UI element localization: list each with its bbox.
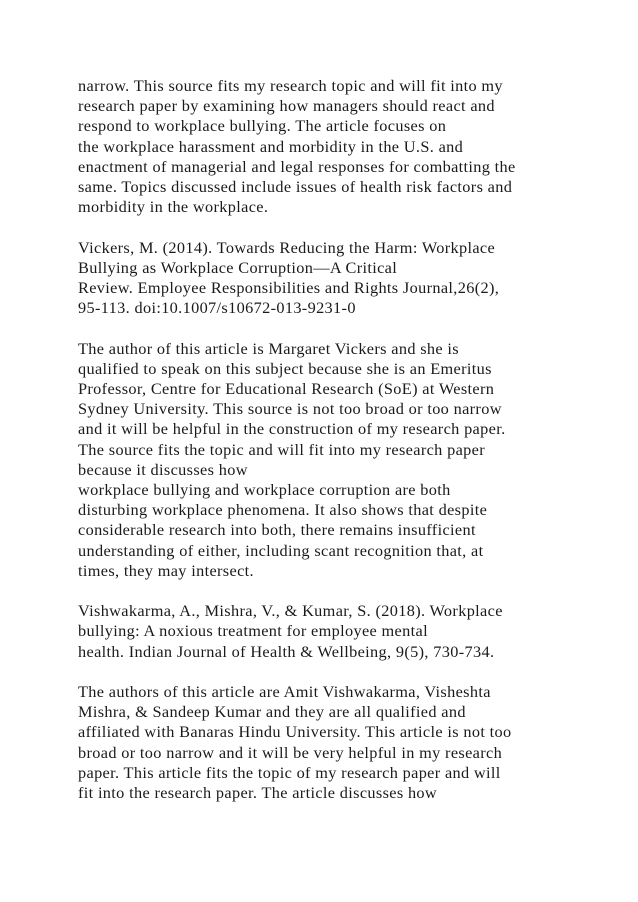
text-line: Vickers, M. (2014). Towards Reducing the Harm: Workplace bbox=[78, 237, 496, 257]
citation-vickers bbox=[78, 238, 623, 319]
text-line: because it discusses how bbox=[78, 459, 248, 479]
annotation-vishwakarma bbox=[78, 682, 623, 803]
text-line: fit into the research paper. The article discusses how bbox=[78, 783, 438, 803]
text-line: broad or too narrow and it will be very helpful in my research bbox=[78, 742, 503, 762]
text-line: disturbing workplace phenomena. It also shows that despite bbox=[78, 500, 488, 520]
text-line: health. Indian Journal of Health & Wellbeing, 9(5), 730-734. bbox=[78, 641, 495, 661]
text-line: times, they may intersect. bbox=[78, 560, 254, 580]
text-line: enactment of managerial and legal responses for combatting the bbox=[78, 156, 516, 176]
text-line: affiliated with Banaras Hindu University. This article is not too bbox=[78, 722, 512, 742]
text-line: the workplace harassment and morbidity in the U.S. and bbox=[78, 136, 464, 156]
text-line: Review. Employee Responsibilities and Rights Journal,26(2), bbox=[78, 278, 500, 298]
text-line: 95-113. doi:10.1007/s10672-013-9231-0 bbox=[78, 298, 356, 318]
text-line: paper. This article fits the topic of my research paper and will bbox=[78, 762, 501, 782]
document-page bbox=[78, 76, 623, 823]
text-line: Vishwakarma, A., Mishra, V., & Kumar, S. (2018). Workplace bbox=[78, 601, 503, 621]
text-line: research paper by examining how managers should react and bbox=[78, 96, 495, 116]
text-line: Professor, Centre for Educational Research (SoE) at Western bbox=[78, 379, 495, 399]
text-line: respond to workplace bullying. The article focuses on bbox=[78, 116, 447, 136]
text-line: Mishra, & Sandeep Kumar and they are all qualified and bbox=[78, 702, 466, 722]
text-line: The source fits the topic and will fit into my research paper bbox=[78, 439, 485, 459]
text-line: Sydney University. This source is not too broad or too narrow bbox=[78, 399, 502, 419]
text-line: The author of this article is Margaret Vickers and she is bbox=[78, 338, 459, 358]
annotation-vickers bbox=[78, 339, 623, 581]
text-line: The authors of this article are Amit Vishwakarma, Visheshta bbox=[78, 682, 491, 702]
text-line: qualified to speak on this subject because she is an Emeritus bbox=[78, 358, 492, 378]
text-line: morbidity in the workplace. bbox=[78, 197, 269, 217]
text-line: narrow. This source fits my research topic and will fit into my bbox=[78, 76, 503, 95]
text-line: workplace bullying and workplace corruption are both bbox=[78, 480, 451, 500]
text-line: and it will be helpful in the construction of my research paper. bbox=[78, 419, 506, 439]
text-line: understanding of either, including scant recognition that, at bbox=[78, 540, 484, 560]
citation-vishwakarma bbox=[78, 601, 623, 662]
text-line: bullying: A noxious treatment for employee mental bbox=[78, 621, 428, 641]
text-line: Bullying as Workplace Corruption—A Critical bbox=[78, 257, 398, 277]
annotation-paragraph-continued bbox=[78, 76, 623, 217]
text-line: same. Topics discussed include issues of health risk factors and bbox=[78, 177, 513, 197]
text-line: considerable research into both, there remains insufficient bbox=[78, 520, 476, 540]
